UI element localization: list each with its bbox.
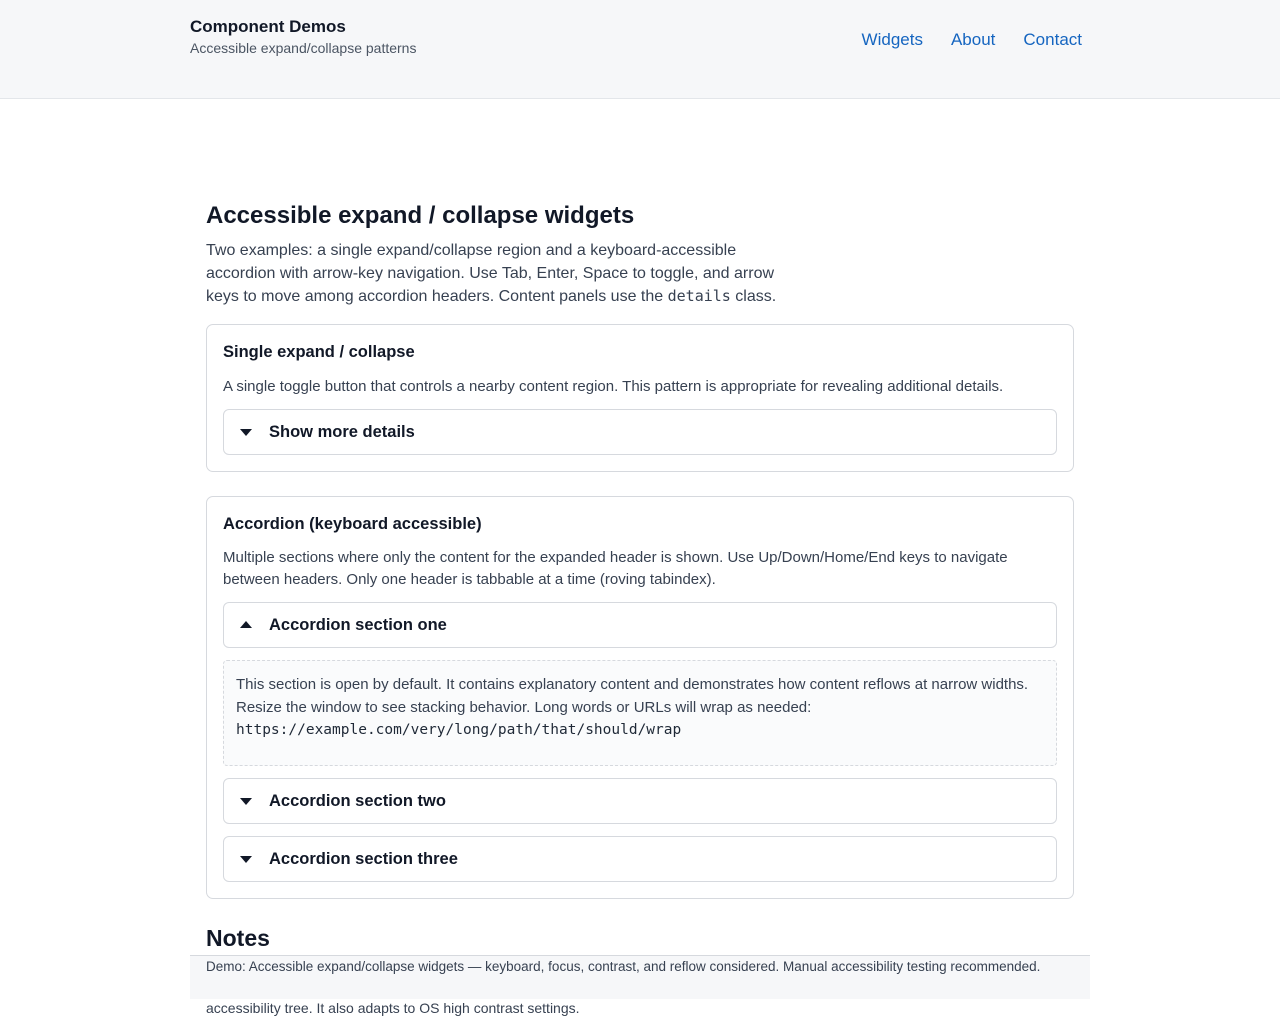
- page-title: Accessible expand / collapse widgets: [206, 202, 635, 229]
- accordion-card-title: Accordion (keyboard accessible): [223, 515, 482, 533]
- site-header: [0, 0, 1280, 99]
- intro-text-after: class.: [730, 288, 777, 305]
- footer-text: Demo: Accessible expand/collapse widgets — keyboard, focus, contrast, and reflow considered. Manual accessibility testing recommended.: [206, 959, 1041, 974]
- caret-up-icon: [240, 619, 252, 631]
- accordion-panel-text: This section is open by default. It contains explanatory content and demonstrates how content reflows at narrow widths. Resize the window to see stacking behavior. Long words or URLs will wrap as needed:: [236, 676, 1029, 716]
- single-card-description: A single toggle button that controls a nearby content region. This pattern is appropriate for revealing additional details.: [223, 378, 1004, 395]
- accordion-header-two[interactable]: [223, 778, 1057, 824]
- accordion-header-one[interactable]: [223, 602, 1057, 648]
- notes-text: accessibility tree. It also adapts to OS high contrast settings.: [206, 999, 580, 1016]
- accordion-panel-url: https://example.com/very/long/path/that/should/wrap: [236, 722, 682, 738]
- main-nav: [862, 30, 1082, 50]
- nav-link-widgets[interactable]: Widgets: [861, 30, 923, 49]
- toggle-label: Show more details: [269, 422, 415, 441]
- intro-text-before: Two examples: a single expand/collapse region and a keyboard-accessible accordion with arrow-key navigation. Use Tab, Enter, Space to toggle, and arrow keys to move among accordion headers. Content panels use the: [206, 242, 775, 305]
- single-expand-card: [206, 324, 1074, 472]
- accordion-panel-one: [223, 660, 1057, 766]
- intro-code: details: [667, 287, 731, 305]
- show-more-details-button[interactable]: [223, 409, 1057, 455]
- caret-down-icon: [240, 426, 252, 438]
- caret-down-icon: [240, 795, 252, 807]
- nav-link-contact[interactable]: Contact: [1023, 30, 1082, 49]
- accordion-header-label: Accordion section one: [269, 615, 447, 634]
- brand-title: Component Demos: [190, 17, 346, 36]
- accordion-header-three[interactable]: [223, 836, 1057, 882]
- notes-title: Notes: [206, 925, 270, 951]
- brand-subtitle: Accessible expand/collapse patterns: [190, 40, 417, 56]
- site-footer: [190, 955, 1090, 999]
- brand: [190, 17, 416, 58]
- caret-down-icon: [240, 853, 252, 865]
- single-card-title: Single expand / collapse: [223, 343, 415, 361]
- accordion-header-label: Accordion section two: [269, 791, 446, 810]
- intro-text: [206, 240, 806, 309]
- nav-link-about[interactable]: About: [950, 30, 996, 49]
- accordion-card: [206, 496, 1074, 899]
- accordion-header-label: Accordion section three: [269, 849, 458, 868]
- accordion-card-description: Multiple sections where only the content for the expanded header is shown. Use Up/Down/Home/End keys to navigate between headers. Only one header is tabbable at a time (roving tabindex).: [223, 549, 1008, 588]
